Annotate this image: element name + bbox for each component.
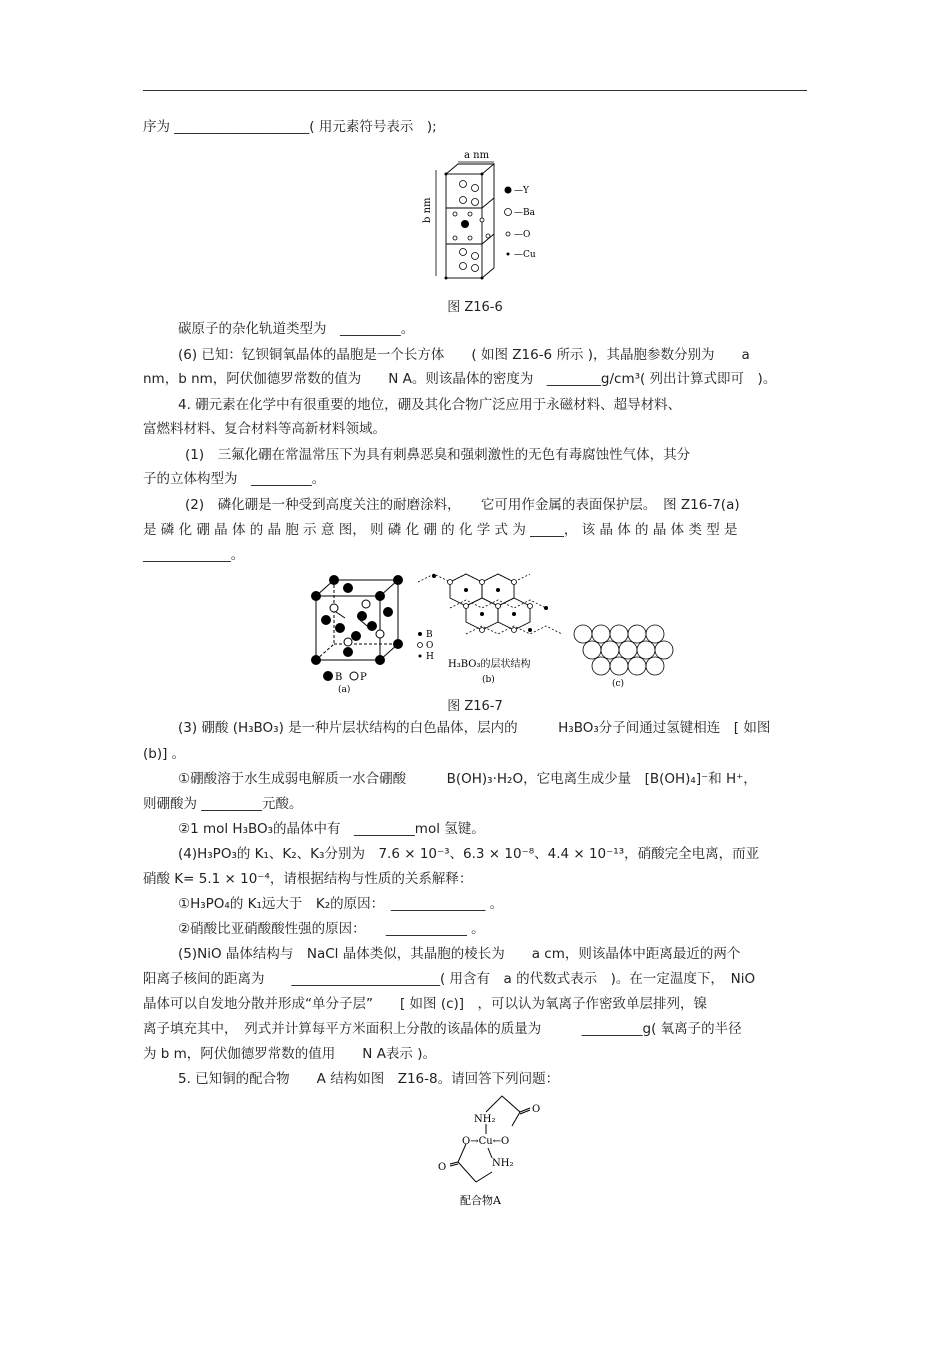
b-nm-label: b nm: [422, 197, 433, 223]
svg-text:—O: —O: [514, 230, 531, 240]
figure-z16-7: [300, 568, 680, 693]
a-nm-label: a nm: [464, 150, 490, 161]
text-line: 硝酸 K= 5.1 × 10⁻⁴，请根据结构与性质的关系解释：: [143, 871, 473, 887]
text-line: 阳离子核间的距离为 ______________________( 用含有 a 的代数式表示 )。在一定温度下， NiO: [143, 971, 756, 987]
svg-text:H₃BO₃的层状结构: H₃BO₃的层状结构: [448, 659, 531, 670]
svg-text:—Ba: —Ba: [514, 208, 535, 218]
text-line: ①H₃PO₄的 K₁远大于 K₂的原因： ______________ 。: [178, 896, 504, 912]
cu-center-label: O→Cu←O: [462, 1136, 510, 1147]
text-line: 则硼酸为 _________元酸。: [143, 796, 303, 812]
bp-unit-cell: [311, 575, 403, 693]
complex-a-caption: 配合物A: [460, 1194, 501, 1207]
text-line: _____________。: [143, 547, 245, 563]
text-line: 4. 硼元素在化学中有很重要的地位，硼及其化合物广泛应用于永磁材料、超导材料、: [178, 397, 682, 413]
text-line: ①硼酸溶于水生成弱电解质一水合硼酸 B(OH)₃·H₂O，它电离生成少量 [B(OH)₄]⁻和 H⁺，: [178, 771, 757, 787]
svg-text:H: H: [426, 652, 434, 662]
text-line: 晶体可以自发地分散并形成“单分子层” [ 如图 (c)] ，可以认为氧离子作密致单层排列，镍: [143, 996, 708, 1012]
svg-text:O: O: [426, 641, 434, 651]
text-line: (b)] 。: [143, 746, 186, 762]
text-line: 是 磷 化 硼 晶 体 的 晶 胞 示 意 图， 则 磷 化 硼 的 化 学 式 为 _____， 该 晶 体 的 晶 体 类 型 是: [143, 522, 738, 538]
nh2-label: NH₂: [474, 1114, 496, 1125]
svg-text:—Cu: —Cu: [514, 250, 536, 260]
text-line: 序为 ____________________( 用元素符号表示 );: [143, 119, 437, 135]
text-line: ②硝酸比亚硝酸酸性强的原因： ____________ 。: [178, 921, 485, 937]
figure-caption: 图 Z16-7: [447, 699, 503, 714]
text-line: 子的立体构型为 _________。: [143, 471, 326, 487]
text-line: (5)NiO 晶体结构与 NaCl 晶体类似，其晶胞的棱长为 a cm，则该晶体中距离最近的两个: [178, 946, 741, 962]
text-line: nm，b nm，阿伏伽德罗常数的值为 N A。则该晶体的密度为 ________g/cm³( 列出计算式即可 )。: [143, 371, 777, 387]
text-line: 为 b m，阿伏伽德罗常数的值用 N A表示 )。: [143, 1046, 436, 1062]
atoms: [453, 181, 490, 272]
svg-text:—Y: —Y: [514, 186, 529, 196]
figure-caption: 图 Z16-6: [447, 300, 503, 315]
svg-text:O: O: [532, 1104, 541, 1115]
svg-text:(c): (c): [612, 679, 625, 689]
text-line: (6) 已知：钇钡铜氧晶体的晶胞是一个长方体 ( 如图 Z16-6 所示 )，其晶胞参数分别为 a: [178, 347, 750, 363]
text-line: 富燃料材料、复合材料等高新材料领域。: [143, 421, 386, 437]
svg-text:(b): (b): [482, 675, 495, 685]
svg-text:B: B: [335, 672, 343, 683]
text-line: (3) 硼酸 (H₃BO₃) 是一种片层状结构的白色晶体，层内的 H₃BO₃分子间通过氢键相连 [ 如图: [178, 720, 771, 736]
svg-text:(a): (a): [338, 685, 351, 693]
svg-text:O: O: [438, 1162, 447, 1173]
text-line: 5. 已知铜的配合物 A 结构如图 Z16-8。请回答下列问题：: [178, 1071, 560, 1087]
nio-monolayer: [574, 625, 673, 675]
text-line: ②1 mol H₃BO₃的晶体中有 _________mol 氢键。: [178, 821, 485, 837]
text-line: (1) 三氟化硼在常温常压下为具有刺鼻恶臭和强刺激性的无色有毒腐蚀性气体，其分: [185, 447, 691, 463]
figure-z16-6: [420, 148, 560, 288]
svg-text:B: B: [426, 630, 433, 640]
text-line: 碳原子的杂化轨道类型为 _________。: [178, 321, 415, 337]
nh2-label: NH₂: [492, 1158, 514, 1169]
svg-text:P: P: [360, 672, 367, 683]
h3bo3-layer-structure: [418, 574, 563, 685]
header-rule: [143, 90, 807, 91]
figure-z16-8-complex-a: [430, 1092, 550, 1212]
unit-cell: [446, 164, 494, 278]
text-line: (2) 磷化硼是一种受到高度关注的耐磨涂料， 它可用作金属的表面保护层。 图 Z16-7(a): [185, 497, 740, 513]
text-line: (4)H₃PO₃的 K₁、K₂、K₃分别为 7.6 × 10⁻³、6.3 × 10⁻⁸、4.4 × 10⁻¹³，硝酸完全电离，而亚: [178, 846, 760, 862]
text-line: 离子填充其中， 列式并计算每平方米面积上分散的该晶体的质量为 _________g( 氧离子的半径: [143, 1021, 742, 1037]
